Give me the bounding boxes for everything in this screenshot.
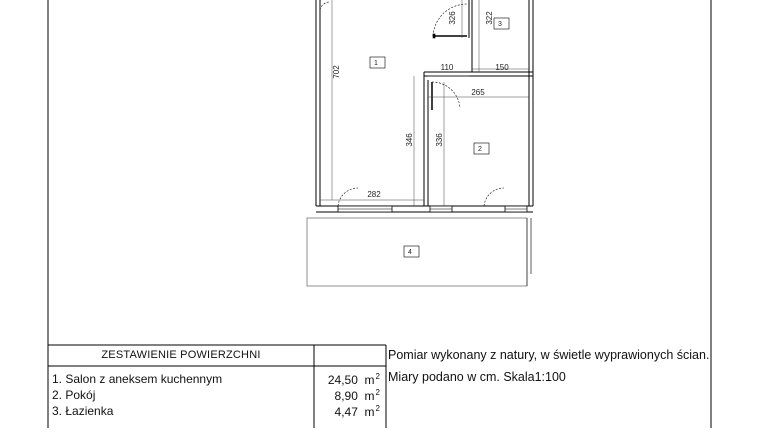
dim-150: 150 (495, 63, 509, 72)
summary-table (48, 345, 386, 435)
dim-326: 326 (448, 11, 457, 25)
svg-text:4: 4 (408, 249, 412, 256)
dim-322: 322 (485, 11, 494, 25)
svg-text:1: 1 (374, 60, 378, 67)
dim-282: 282 (367, 190, 381, 199)
room-label-4 (404, 246, 419, 257)
summary-row-name: 3. Łazienka (52, 404, 114, 418)
windows (338, 206, 527, 212)
dim-702: 702 (332, 65, 341, 79)
measurement-note: Pomiar wykonany z natury, w świetle wyprawionych ścian. (388, 348, 710, 362)
dim-110: 110 (440, 63, 454, 72)
dim-346: 346 (405, 133, 414, 147)
summary-title: ZESTAWIENIE POWIERZCHNI (101, 349, 261, 361)
summary-row (48, 404, 386, 419)
summary-row-name: 2. Pokój (52, 388, 96, 402)
summary-row (48, 372, 386, 387)
summary-row-area: 8,90 $m^2$ (334, 388, 380, 403)
room-label-1 (370, 57, 385, 68)
svg-text:2: 2 (478, 146, 482, 153)
walls (316, 0, 533, 212)
dim-336: 336 (435, 133, 444, 147)
summary-row (48, 388, 386, 403)
scale-note: Miary podano w cm. Skala1:100 (388, 370, 566, 384)
dim-265: 265 (471, 88, 485, 97)
room-label-3 (494, 18, 509, 29)
room-label-2 (474, 143, 489, 154)
summary-row-area: 24,50 $m^2$ (327, 372, 380, 387)
svg-text:3: 3 (498, 21, 502, 28)
summary-row-name: 1. Salon z aneksem kuchennym (52, 372, 223, 386)
doors (320, 2, 504, 206)
summary-row-area: 4,47 $m^2$ (334, 404, 380, 419)
